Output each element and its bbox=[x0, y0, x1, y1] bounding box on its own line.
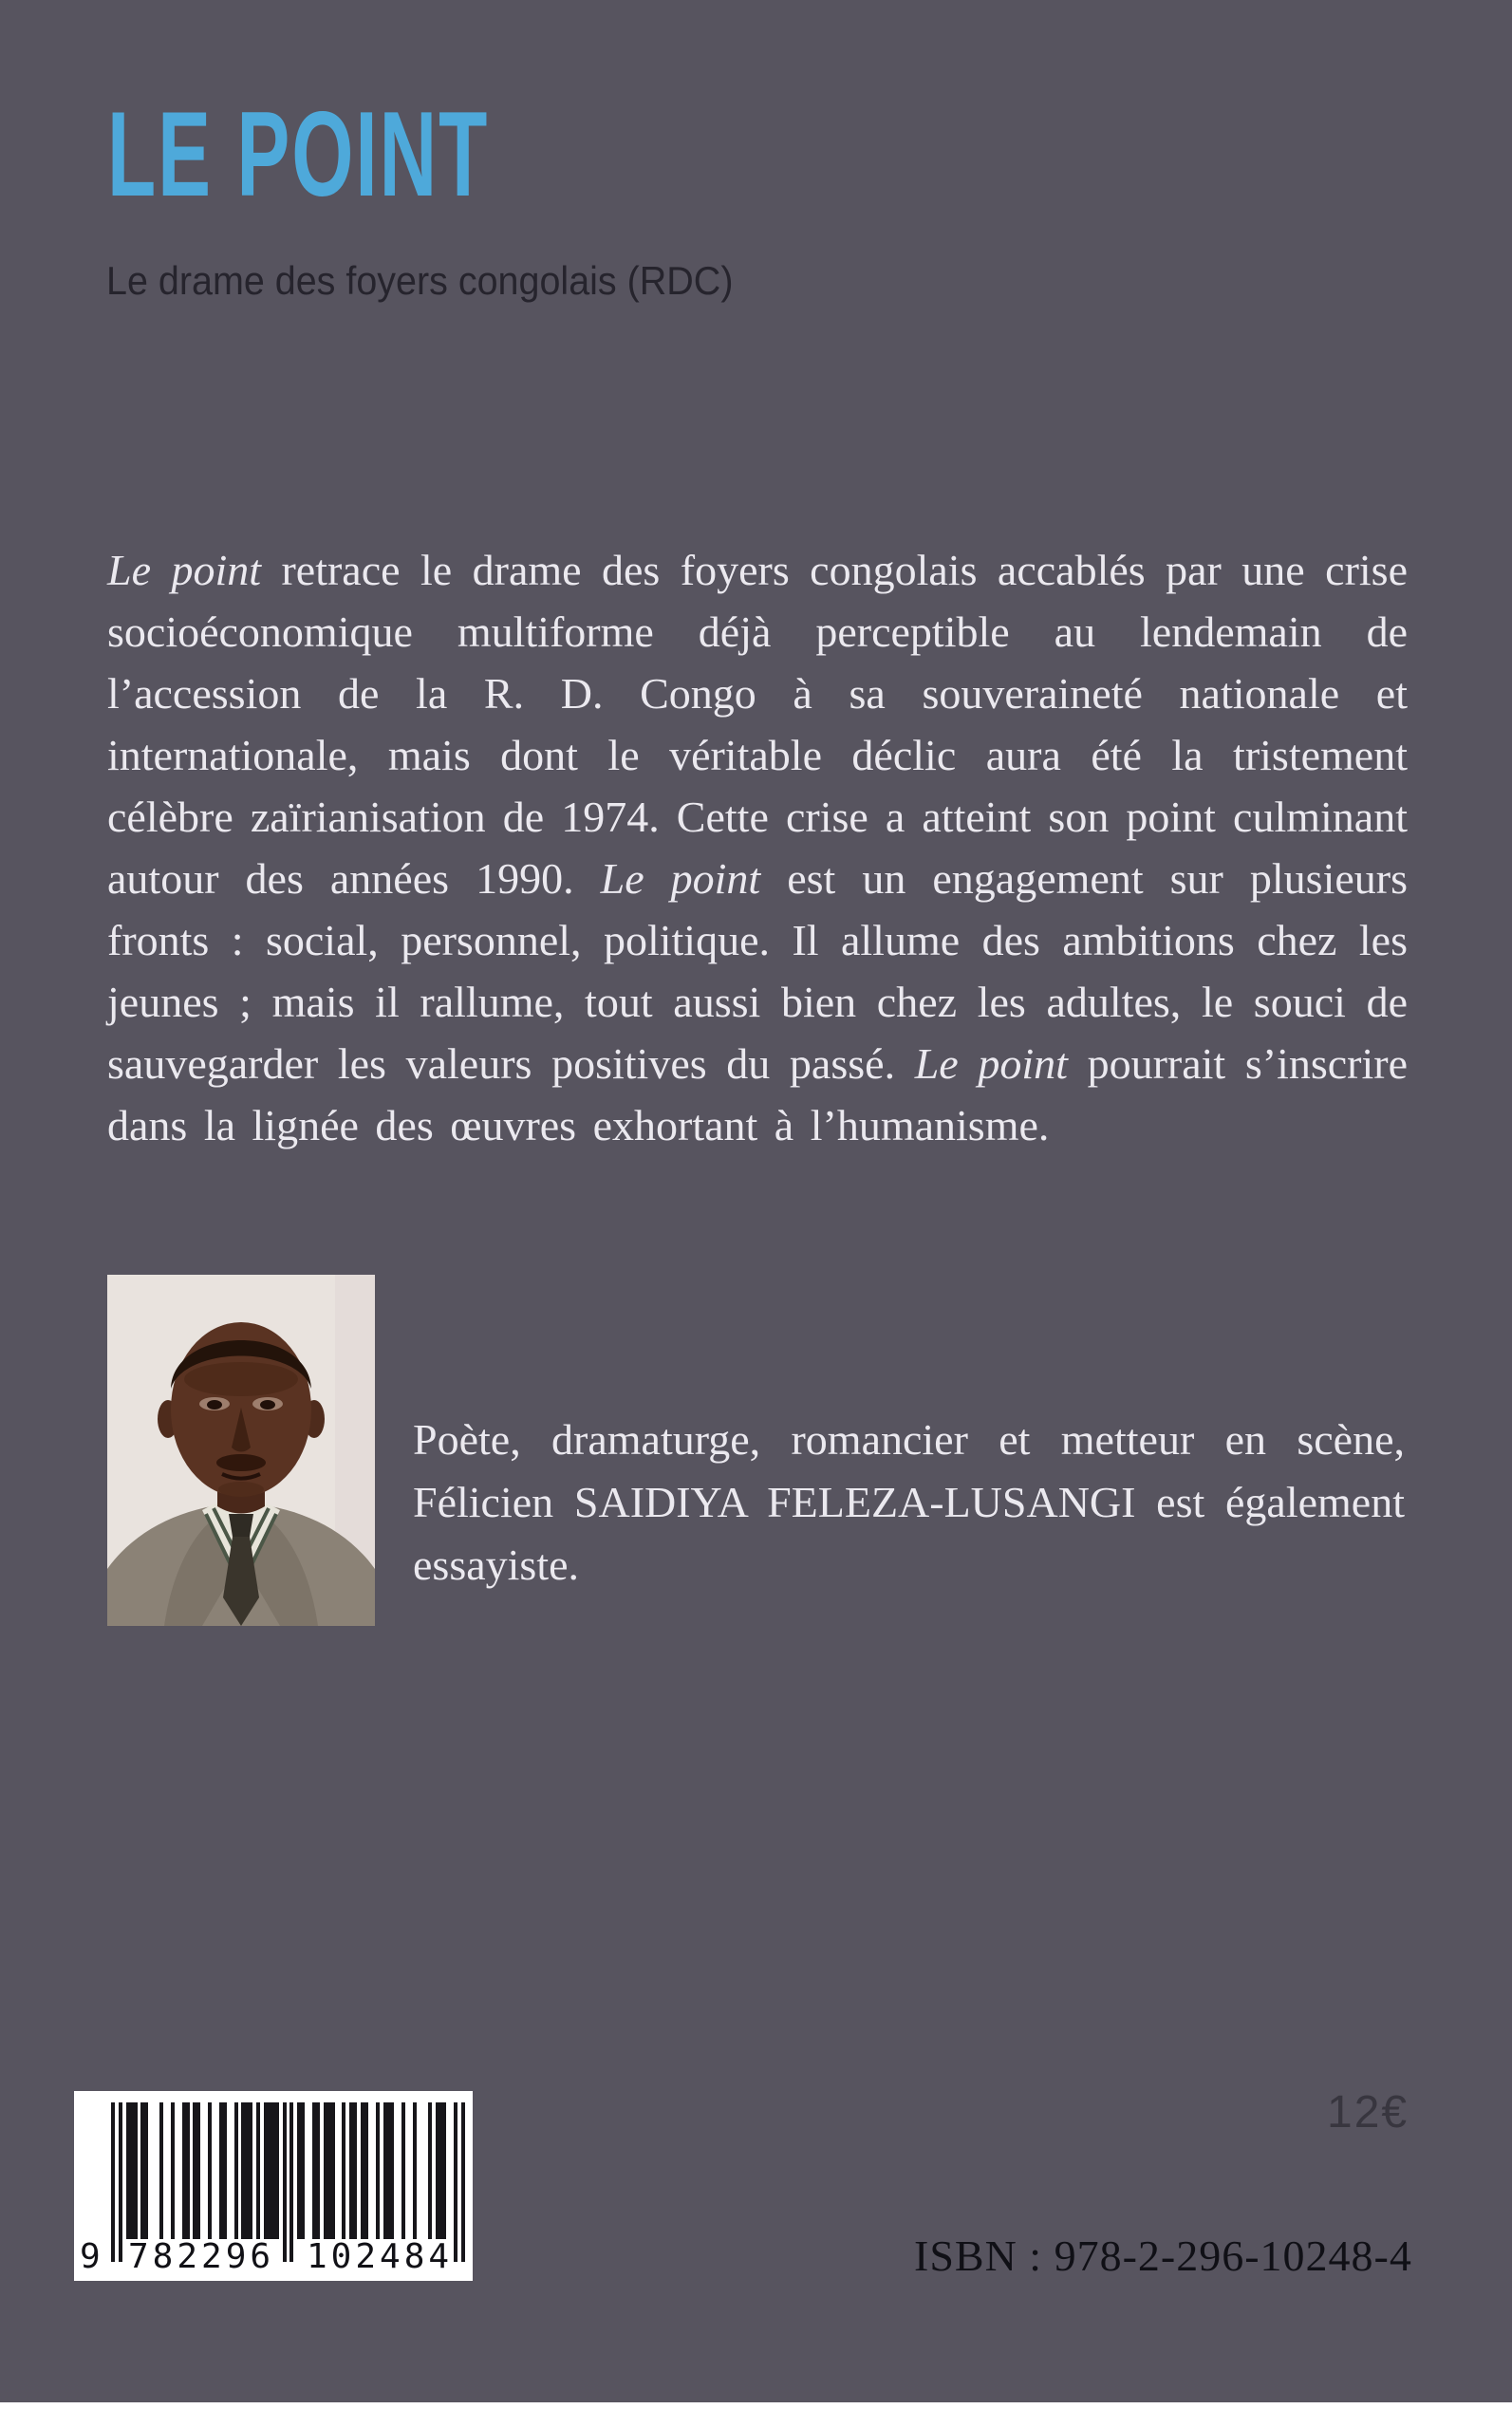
synopsis-paragraph bbox=[107, 539, 1408, 1156]
book-title: LE POINT bbox=[107, 86, 490, 221]
barcode-digits-group2: 102484 bbox=[307, 2237, 454, 2276]
isbn-label: ISBN : 978-2-296-10248-4 bbox=[914, 2232, 1412, 2280]
author-bio: Poète, dramaturge, romancier et metteur en scène, Félicien SAIDIYA FELEZA-LUSANGI est également essayiste. bbox=[413, 1415, 1405, 1589]
book-title-mention: Le point bbox=[600, 854, 761, 903]
barcode-digit-first: 9 bbox=[80, 2237, 101, 2276]
synopsis-text: pourrait s’inscrire dans la lignée des œuvres exhortant à l’humanisme. bbox=[107, 1039, 1408, 1149]
book-title-mention: Le point bbox=[107, 546, 262, 594]
synopsis-text: retrace le drame des foyers congolais accablés par une crise socioéconomique multiforme déjà perceptible au lendemain de l’accession de la R. D. Congo à sa souveraineté nationale et internationale, mais dont le véritable déclic aura été la tristement célèbre zaïrianisation de 1974. Cette crise a atteint son point culminant autour des années 1990. bbox=[107, 546, 1408, 903]
barcode-digits-group1: 782296 bbox=[128, 2237, 275, 2276]
book-title-mention: Le point bbox=[914, 1039, 1068, 1088]
book-subtitle: Le drame des foyers congolais (RDC) bbox=[106, 258, 734, 303]
synopsis-text: est un engagement sur plusieurs fronts : social, personnel, politique. Il allume des ambitions chez les jeunes ; mais il rallume, tout aussi bien chez les adultes, le souci de sauvegarder les valeurs positives du passé. bbox=[107, 854, 1408, 1088]
barcode bbox=[74, 2091, 473, 2281]
bottom-edge-strip bbox=[0, 2402, 1512, 2409]
author-photo bbox=[107, 1275, 375, 1626]
price-label: 12€ bbox=[1327, 2087, 1409, 2138]
